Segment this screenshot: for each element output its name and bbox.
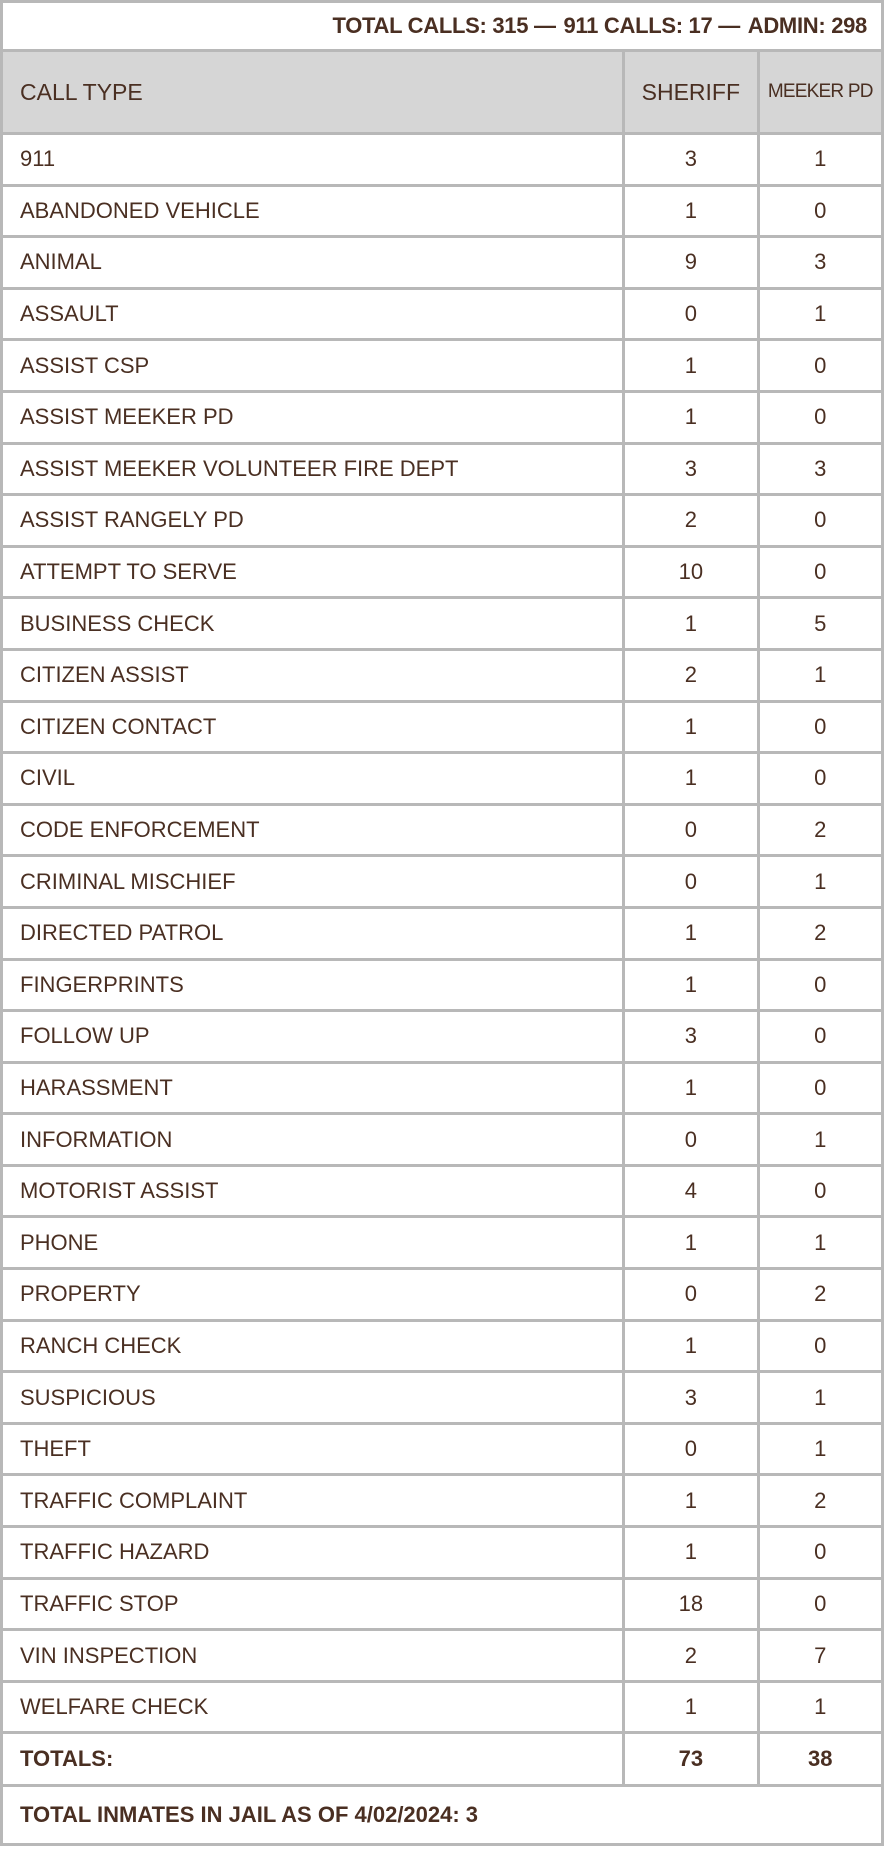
call-type-cell: TRAFFIC HAZARD bbox=[2, 1527, 624, 1579]
meeker-count-cell: 0 bbox=[758, 495, 882, 547]
meeker-count-cell: 1 bbox=[758, 856, 882, 908]
sheriff-count-cell: 1 bbox=[624, 701, 758, 753]
call-type-cell: ANIMAL bbox=[2, 237, 624, 289]
meeker-count-cell: 0 bbox=[758, 753, 882, 805]
table-row bbox=[2, 1217, 883, 1269]
call-type-cell: ASSIST RANGELY PD bbox=[2, 495, 624, 547]
table-row bbox=[2, 1011, 883, 1063]
table-row bbox=[2, 753, 883, 805]
meeker-count-cell: 0 bbox=[758, 185, 882, 237]
table-row bbox=[2, 546, 883, 598]
meeker-count-cell: 1 bbox=[758, 1423, 882, 1475]
table-row bbox=[2, 1527, 883, 1579]
table-row bbox=[2, 598, 883, 650]
meeker-count-cell: 0 bbox=[758, 959, 882, 1011]
totals-label: TOTALS: bbox=[2, 1733, 624, 1786]
table-row bbox=[2, 1062, 883, 1114]
inmates-text: TOTAL INMATES IN JAIL AS OF 4/02/2024: 3 bbox=[2, 1786, 883, 1845]
call-type-cell: ASSIST MEEKER VOLUNTEER FIRE DEPT bbox=[2, 443, 624, 495]
meeker-count-cell: 0 bbox=[758, 391, 882, 443]
meeker-total: 38 bbox=[758, 1733, 882, 1786]
sheriff-count-cell: 3 bbox=[624, 134, 758, 186]
table-row bbox=[2, 1165, 883, 1217]
call-type-cell: SUSPICIOUS bbox=[2, 1372, 624, 1424]
call-type-cell: BUSINESS CHECK bbox=[2, 598, 624, 650]
column-header-row bbox=[2, 51, 883, 134]
sheriff-count-cell: 1 bbox=[624, 391, 758, 443]
call-type-cell: ASSIST CSP bbox=[2, 340, 624, 392]
table-row bbox=[2, 1372, 883, 1424]
table-row bbox=[2, 340, 883, 392]
table-row bbox=[2, 959, 883, 1011]
table-row bbox=[2, 391, 883, 443]
call-type-cell: PHONE bbox=[2, 1217, 624, 1269]
meeker-count-cell: 0 bbox=[758, 1320, 882, 1372]
sheriff-count-cell: 0 bbox=[624, 1423, 758, 1475]
sheriff-count-cell: 0 bbox=[624, 1269, 758, 1321]
meeker-pd-header: MEEKER PD bbox=[758, 51, 882, 134]
table-row bbox=[2, 1475, 883, 1527]
table-row bbox=[2, 288, 883, 340]
meeker-count-cell: 1 bbox=[758, 649, 882, 701]
meeker-count-cell: 1 bbox=[758, 1114, 882, 1166]
sheriff-count-cell: 1 bbox=[624, 598, 758, 650]
sheriff-count-cell: 1 bbox=[624, 1475, 758, 1527]
call-type-cell: VIN INSPECTION bbox=[2, 1630, 624, 1682]
sheriff-count-cell: 0 bbox=[624, 804, 758, 856]
sheriff-total: 73 bbox=[624, 1733, 758, 1786]
sheriff-count-cell: 2 bbox=[624, 649, 758, 701]
sheriff-count-cell: 3 bbox=[624, 1372, 758, 1424]
table-row bbox=[2, 907, 883, 959]
sheriff-count-cell: 1 bbox=[624, 907, 758, 959]
sheriff-count-cell: 1 bbox=[624, 1681, 758, 1733]
meeker-count-cell: 2 bbox=[758, 1269, 882, 1321]
sheriff-count-cell: 0 bbox=[624, 856, 758, 908]
call-type-cell: HARASSMENT bbox=[2, 1062, 624, 1114]
call-type-cell: MOTORIST ASSIST bbox=[2, 1165, 624, 1217]
sheriff-count-cell: 1 bbox=[624, 753, 758, 805]
sheriff-count-cell: 4 bbox=[624, 1165, 758, 1217]
sheriff-count-cell: 0 bbox=[624, 288, 758, 340]
call-type-cell: PROPERTY bbox=[2, 1269, 624, 1321]
meeker-count-cell: 2 bbox=[758, 804, 882, 856]
sheriff-count-cell: 3 bbox=[624, 443, 758, 495]
sheriff-count-cell: 0 bbox=[624, 1114, 758, 1166]
call-rows bbox=[2, 134, 883, 1733]
table-row bbox=[2, 856, 883, 908]
table-row bbox=[2, 1423, 883, 1475]
call-type-cell: CITIZEN ASSIST bbox=[2, 649, 624, 701]
table-row bbox=[2, 134, 883, 186]
table-row bbox=[2, 649, 883, 701]
meeker-count-cell: 0 bbox=[758, 1578, 882, 1630]
call-type-cell: INFORMATION bbox=[2, 1114, 624, 1166]
meeker-count-cell: 1 bbox=[758, 134, 882, 186]
sheriff-count-cell: 18 bbox=[624, 1578, 758, 1630]
call-type-cell: FOLLOW UP bbox=[2, 1011, 624, 1063]
meeker-count-cell: 1 bbox=[758, 1372, 882, 1424]
call-type-cell: ABANDONED VEHICLE bbox=[2, 185, 624, 237]
call-type-cell: CRIMINAL MISCHIEF bbox=[2, 856, 624, 908]
meeker-count-cell: 5 bbox=[758, 598, 882, 650]
call-type-cell: TRAFFIC COMPLAINT bbox=[2, 1475, 624, 1527]
call-type-cell: 911 bbox=[2, 134, 624, 186]
sheriff-count-cell: 3 bbox=[624, 1011, 758, 1063]
table-row bbox=[2, 1578, 883, 1630]
call-type-cell: THEFT bbox=[2, 1423, 624, 1475]
sheriff-count-cell: 1 bbox=[624, 1527, 758, 1579]
call-type-cell: WELFARE CHECK bbox=[2, 1681, 624, 1733]
meeker-count-cell: 0 bbox=[758, 1165, 882, 1217]
inmates-row bbox=[2, 1786, 883, 1845]
table-row bbox=[2, 701, 883, 753]
table-row bbox=[2, 185, 883, 237]
sheriff-count-cell: 10 bbox=[624, 546, 758, 598]
sheriff-count-cell: 1 bbox=[624, 1217, 758, 1269]
meeker-count-cell: 0 bbox=[758, 701, 882, 753]
meeker-count-cell: 3 bbox=[758, 443, 882, 495]
meeker-count-cell: 7 bbox=[758, 1630, 882, 1682]
meeker-count-cell: 0 bbox=[758, 340, 882, 392]
meeker-count-cell: 0 bbox=[758, 1062, 882, 1114]
meeker-count-cell: 3 bbox=[758, 237, 882, 289]
table-row bbox=[2, 1681, 883, 1733]
call-type-cell: ASSIST MEEKER PD bbox=[2, 391, 624, 443]
sheriff-count-cell: 1 bbox=[624, 1320, 758, 1372]
meeker-count-cell: 2 bbox=[758, 1475, 882, 1527]
table-row bbox=[2, 443, 883, 495]
call-type-cell: FINGERPRINTS bbox=[2, 959, 624, 1011]
call-type-cell: RANCH CHECK bbox=[2, 1320, 624, 1372]
sheriff-count-cell: 2 bbox=[624, 495, 758, 547]
summary-row bbox=[2, 2, 883, 51]
meeker-count-cell: 0 bbox=[758, 546, 882, 598]
sheriff-count-cell: 1 bbox=[624, 185, 758, 237]
call-type-cell: CODE ENFORCEMENT bbox=[2, 804, 624, 856]
call-type-header: CALL TYPE bbox=[2, 51, 624, 134]
meeker-count-cell: 0 bbox=[758, 1011, 882, 1063]
table-row bbox=[2, 1269, 883, 1321]
totals-row bbox=[2, 1733, 883, 1786]
call-type-cell: CITIZEN CONTACT bbox=[2, 701, 624, 753]
table-row bbox=[2, 237, 883, 289]
sheriff-count-cell: 1 bbox=[624, 1062, 758, 1114]
meeker-count-cell: 1 bbox=[758, 288, 882, 340]
table-row bbox=[2, 495, 883, 547]
calls-911-text: 911 CALLS: 17 — bbox=[563, 13, 740, 38]
call-type-cell: DIRECTED PATROL bbox=[2, 907, 624, 959]
summary-cell bbox=[2, 2, 883, 51]
call-type-cell: TRAFFIC STOP bbox=[2, 1578, 624, 1630]
meeker-count-cell: 2 bbox=[758, 907, 882, 959]
call-type-cell: ATTEMPT TO SERVE bbox=[2, 546, 624, 598]
table-row bbox=[2, 804, 883, 856]
sheriff-count-cell: 1 bbox=[624, 959, 758, 1011]
sheriff-header: SHERIFF bbox=[624, 51, 758, 134]
admin-calls-text: ADMIN: 298 bbox=[747, 13, 867, 38]
sheriff-count-cell: 9 bbox=[624, 237, 758, 289]
meeker-count-cell: 0 bbox=[758, 1527, 882, 1579]
meeker-count-cell: 1 bbox=[758, 1217, 882, 1269]
meeker-count-cell: 1 bbox=[758, 1681, 882, 1733]
table-row bbox=[2, 1630, 883, 1682]
table-row bbox=[2, 1114, 883, 1166]
table-row bbox=[2, 1320, 883, 1372]
sheriff-count-cell: 2 bbox=[624, 1630, 758, 1682]
call-type-cell: ASSAULT bbox=[2, 288, 624, 340]
total-calls-text: TOTAL CALLS: 315 — bbox=[332, 13, 556, 38]
call-type-cell: CIVIL bbox=[2, 753, 624, 805]
sheriff-count-cell: 1 bbox=[624, 340, 758, 392]
